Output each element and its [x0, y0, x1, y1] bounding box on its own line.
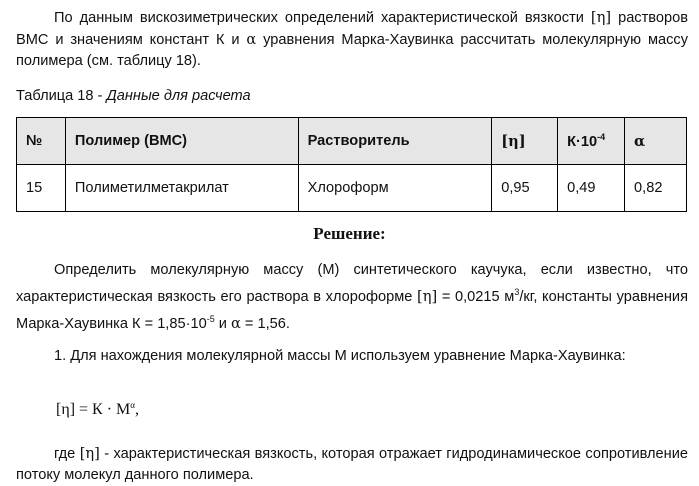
cell-num: 15	[17, 165, 66, 212]
cell-solvent: Хлороформ	[298, 165, 492, 212]
header-num: №	[17, 118, 66, 165]
formula-tail: ,	[135, 401, 139, 418]
explanation-eta-symbol: [η]	[79, 445, 100, 462]
table-row	[17, 165, 687, 212]
caption-prefix: Таблица 18 -	[16, 88, 107, 104]
task-alpha-symbol: α	[230, 315, 241, 332]
intro-text-3: уравнения Марка-Хаувинка рассчитать молекулярную массу полимера (см. таблицу 18).	[16, 32, 688, 69]
task-text-1: Определить молекулярную массу (М) синтетического каучука, если известно, что характеристическая вязкость его раствора в хлороформе	[16, 262, 688, 305]
formula-exponent: α	[130, 400, 135, 410]
table-header-row	[17, 118, 687, 165]
cell-eta: 0,95	[492, 165, 558, 212]
header-solvent: Растворитель	[298, 118, 492, 165]
solution-heading: Решение:	[313, 224, 386, 243]
task-text-5: = 1,56.	[240, 316, 290, 332]
formula-main: [η] = К · М	[56, 401, 131, 418]
cell-k: 0,49	[558, 165, 625, 212]
task-eta-symbol: [η]	[417, 288, 438, 305]
intro-text-2: растворов ВМС и значениям констант К и	[16, 10, 688, 48]
mark-houwink-formula	[56, 400, 139, 419]
cell-polymer: Полиметилметакрилат	[65, 165, 298, 212]
explanation-paragraph	[16, 443, 688, 486]
header-k	[558, 118, 625, 165]
intro-paragraph	[16, 7, 688, 72]
header-k-base: К·10	[567, 134, 598, 150]
intro-text-1: По данным вискозиметрических определений характеристической вязкости	[54, 10, 591, 26]
task-exp-3: 3	[514, 287, 520, 297]
header-alpha: α	[625, 118, 687, 165]
cell-alpha: 0,82	[625, 165, 687, 212]
data-table	[16, 117, 687, 212]
header-polymer: Полимер (ВМС)	[65, 118, 298, 165]
task-text-4: и	[214, 316, 231, 332]
task-text-2: = 0,0215 м	[437, 289, 515, 305]
task-paragraph	[16, 259, 688, 335]
header-k-exp: -4	[597, 132, 606, 142]
task-exp-minus5: -5	[206, 314, 215, 324]
caption-title: Данные для расчета	[106, 88, 251, 104]
task-text-3: /кг, константы уравнения Марка-Хаувинка К = 1,85·10	[16, 289, 688, 332]
explanation-text-1: где	[54, 446, 80, 462]
eta-symbol: [η]	[590, 9, 612, 26]
explanation-text-2: - характеристическая вязкость, которая отражает гидродинамическое сопротивление потоку молекул данного полимера.	[16, 446, 688, 483]
step1-paragraph: 1. Для нахождения молекулярной массы М используем уравнение Марка-Хаувинка:	[54, 348, 626, 364]
table-caption	[16, 88, 251, 104]
header-eta: [η]	[492, 118, 558, 165]
alpha-symbol: α	[246, 31, 257, 48]
